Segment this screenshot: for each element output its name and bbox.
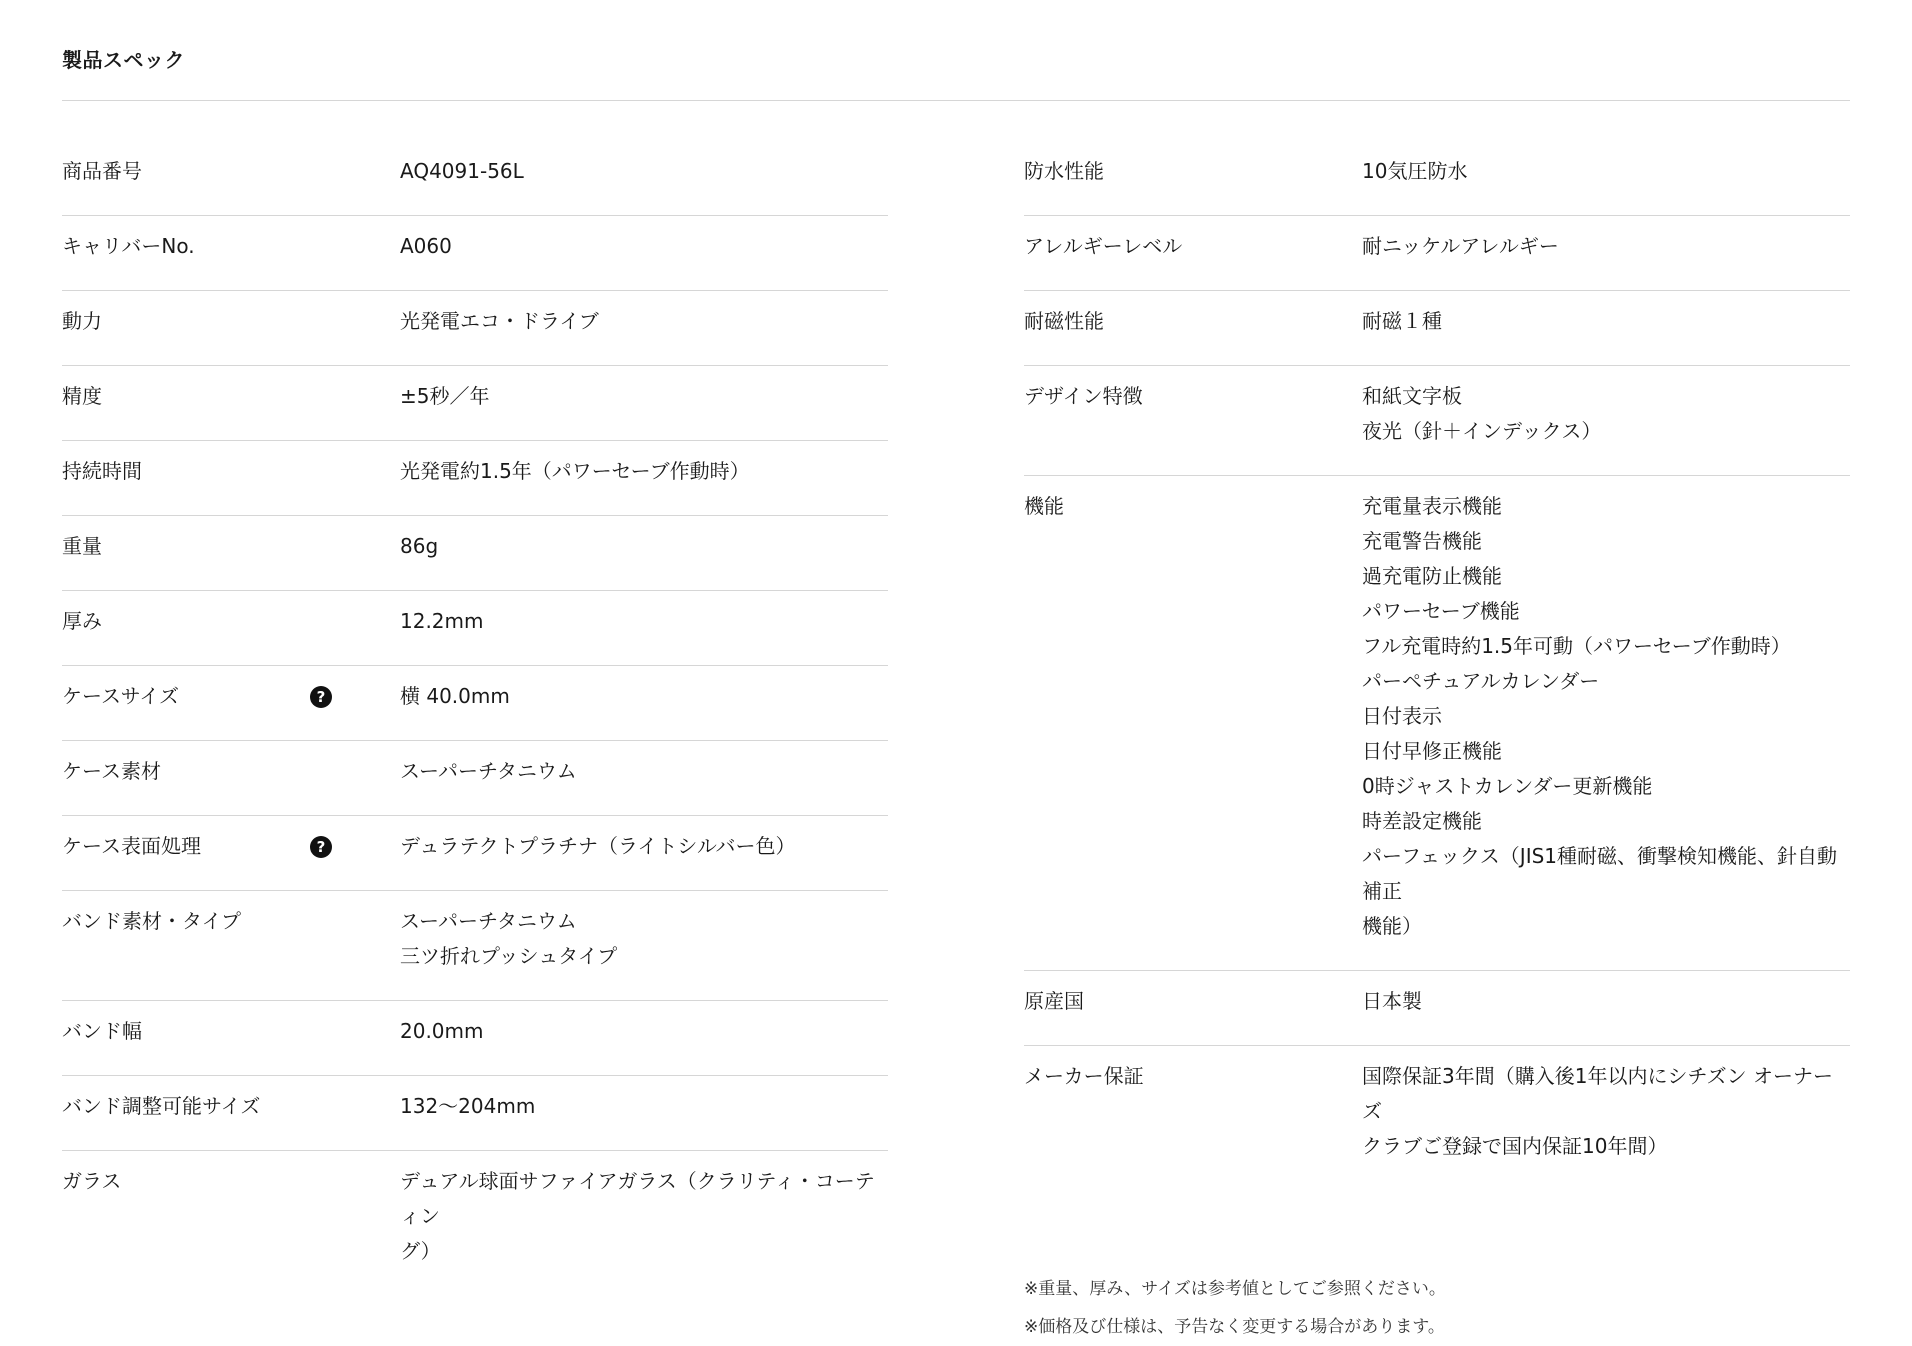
spec-row — [62, 809, 888, 891]
spec-value-line: 耐ニッケルアレルギー — [1362, 234, 1559, 258]
spec-label: 原産国 — [1024, 989, 1084, 1013]
spec-row-content — [62, 359, 888, 433]
spec-label: デザイン特徴 — [1024, 384, 1143, 408]
spec-value-line: 日本製 — [1362, 989, 1422, 1013]
spec-label: バンド素材・タイプ — [62, 909, 241, 933]
spec-row — [1024, 284, 1850, 366]
help-cell — [310, 829, 400, 864]
spec-row — [62, 134, 888, 216]
spec-label: ケース素材 — [62, 759, 161, 783]
spec-value-line: 0時ジャストカレンダー更新機能 — [1362, 774, 1653, 798]
spec-row — [62, 509, 888, 591]
spec-value — [400, 1014, 888, 1049]
spec-value — [1362, 489, 1850, 944]
spec-value — [400, 679, 888, 714]
spec-row-content — [62, 1069, 888, 1143]
spec-value-line: 夜光（針＋インデックス） — [1362, 419, 1602, 443]
spec-value-line: 12.2mm — [400, 609, 484, 633]
spec-value-line: クラブご登録で国内保証10年間） — [1362, 1134, 1668, 1158]
spec-row-content — [62, 509, 888, 583]
spec-row — [1024, 964, 1850, 1046]
spec-row-content — [1024, 209, 1850, 283]
spec-row-content — [1024, 134, 1850, 208]
spec-label: キャリバーNo. — [62, 234, 195, 258]
spec-row-content — [62, 994, 888, 1068]
spec-value — [400, 154, 888, 189]
spec-row — [62, 1069, 888, 1151]
spec-row-content — [1024, 359, 1850, 468]
spec-row — [1024, 209, 1850, 291]
spec-value — [400, 604, 888, 639]
question-circle-icon[interactable]: ? — [310, 836, 332, 858]
spec-value — [400, 304, 888, 339]
spec-value — [400, 829, 888, 864]
spec-value-line: 日付早修正機能 — [1362, 739, 1502, 763]
spec-value-line: スーパーチタニウム — [400, 759, 577, 783]
help-cell — [310, 229, 400, 264]
spec-value — [400, 454, 888, 489]
spec-value-line: 三ツ折れプッシュタイプ — [400, 944, 618, 968]
spec-value-line: 光発電約1.5年（パワーセーブ作動時） — [400, 459, 750, 483]
help-cell — [310, 1089, 400, 1124]
spec-value-line: デュラテクトプラチナ（ライトシルバー色） — [400, 834, 796, 858]
help-cell — [310, 529, 400, 564]
spec-value — [1362, 1059, 1850, 1164]
help-cell — [310, 154, 400, 189]
spec-label: アレルギーレベル — [1024, 234, 1183, 258]
spec-row-content — [62, 659, 888, 733]
spec-value-line: ±5秒／年 — [400, 384, 490, 408]
spec-value-line: パーフェックス（JIS1種耐磁、衝撃検知機能、針自動補正 — [1362, 844, 1838, 903]
help-cell — [310, 379, 400, 414]
spec-label: 厚み — [62, 609, 102, 633]
spec-value — [400, 529, 888, 564]
note-reference: ※重量、厚み、サイズは参考値としてご参照ください。 — [1024, 1279, 1446, 1299]
spec-value-line: 時差設定機能 — [1362, 809, 1482, 833]
spec-row — [62, 359, 888, 441]
spec-label: バンド調整可能サイズ — [62, 1094, 261, 1118]
spec-row-content — [1024, 284, 1850, 358]
spec-row — [62, 1144, 888, 1288]
spec-value-line: パーペチュアルカレンダー — [1362, 669, 1600, 693]
spec-label: 機能 — [1024, 494, 1064, 518]
spec-value — [1362, 984, 1850, 1019]
spec-row-content — [1024, 964, 1850, 1038]
spec-label: ガラス — [62, 1169, 122, 1193]
notes — [1024, 1270, 1850, 1346]
section-title: 製品スペック — [62, 0, 1850, 101]
spec-row — [62, 434, 888, 516]
spec-value-line: 132～204mm — [400, 1094, 536, 1118]
spec-row — [62, 734, 888, 816]
spec-value — [400, 904, 888, 974]
spec-row — [62, 884, 888, 1001]
help-cell — [310, 1014, 400, 1049]
spec-value-line: 耐磁１種 — [1362, 309, 1442, 333]
help-cell — [310, 604, 400, 639]
spec-label: ケースサイズ — [62, 684, 179, 708]
spec-value-line: 日付表示 — [1362, 704, 1442, 728]
help-cell — [310, 754, 400, 789]
spec-row — [1024, 1039, 1850, 1183]
spec-value-line: グ） — [400, 1239, 441, 1263]
spec-label: バンド幅 — [62, 1019, 142, 1043]
spec-value — [400, 1089, 888, 1124]
spec-row-content — [62, 734, 888, 808]
spec-value — [400, 229, 888, 264]
spec-value — [400, 754, 888, 789]
spec-value-line: 過充電防止機能 — [1362, 564, 1502, 588]
spec-row — [1024, 134, 1850, 216]
spec-value-line: スーパーチタニウム — [400, 909, 577, 933]
spec-value-line: 和紙文字板 — [1362, 384, 1462, 408]
spec-row-content — [62, 134, 888, 208]
spec-row — [62, 994, 888, 1076]
question-circle-icon[interactable]: ? — [310, 686, 332, 708]
spec-value-line: 20.0mm — [400, 1019, 484, 1043]
spec-row — [62, 659, 888, 741]
spec-value — [1362, 229, 1850, 264]
spec-row — [1024, 469, 1850, 971]
spec-label: 精度 — [62, 384, 102, 408]
spec-row — [1024, 359, 1850, 476]
spec-label: 耐磁性能 — [1024, 309, 1104, 333]
spec-row-content — [62, 209, 888, 283]
spec-label: 持続時間 — [62, 459, 142, 483]
help-cell — [310, 1164, 400, 1199]
spec-label: 動力 — [62, 309, 102, 333]
spec-label: 重量 — [62, 534, 102, 558]
spec-value-line: パワーセーブ機能 — [1362, 599, 1520, 623]
spec-value-line: 10気圧防水 — [1362, 159, 1468, 183]
spec-value-line: デュアル球面サファイアガラス（クラリティ・コーティン — [400, 1169, 875, 1228]
spec-value-line: 機能） — [1362, 914, 1422, 938]
spec-value — [400, 379, 888, 414]
spec-value-line: A060 — [400, 234, 452, 258]
help-cell — [310, 904, 400, 939]
spec-value-line: AQ4091-56L — [400, 159, 524, 183]
spec-label: ケース表面処理 — [62, 834, 201, 858]
spec-value — [1362, 304, 1850, 339]
spec-value — [1362, 154, 1850, 189]
spec-value — [1362, 379, 1850, 449]
help-cell — [310, 304, 400, 339]
spec-label: 防水性能 — [1024, 159, 1104, 183]
spec-list-right — [1024, 141, 1850, 1190]
spec-row — [62, 209, 888, 291]
spec-label: メーカー保証 — [1024, 1064, 1144, 1088]
spec-row-content — [62, 284, 888, 358]
spec-value-line: 光発電エコ・ドライブ — [400, 309, 599, 333]
spec-row-content — [62, 1144, 888, 1288]
spec-row-content — [62, 809, 888, 883]
spec-row-content — [62, 884, 888, 993]
spec-value — [400, 1164, 888, 1269]
spec-value-line: 国際保証3年間（購入後1年以内にシチズン オーナーズ — [1362, 1064, 1834, 1123]
spec-value-line: 86g — [400, 534, 439, 558]
spec-value-line: フル充電時約1.5年可動（パワーセーブ作動時） — [1362, 634, 1791, 658]
spec-row-content — [1024, 469, 1850, 963]
spec-column-right — [1024, 141, 1850, 1346]
spec-row-content — [62, 434, 888, 508]
spec-column-left — [62, 141, 888, 1346]
help-cell — [310, 454, 400, 489]
note-change: ※価格及び仕様は、予告なく変更する場合があります。 — [1024, 1317, 1445, 1337]
spec-columns — [62, 141, 1850, 1346]
spec-value-line: 充電警告機能 — [1362, 529, 1482, 553]
spec-row-content — [62, 584, 888, 658]
spec-value-line: 横 40.0mm — [400, 684, 510, 708]
spec-label: 商品番号 — [62, 159, 142, 183]
help-cell — [310, 679, 400, 714]
spec-row — [62, 284, 888, 366]
spec-value-line: 充電量表示機能 — [1362, 494, 1502, 518]
spec-row — [62, 584, 888, 666]
spec-row-content — [1024, 1039, 1850, 1183]
